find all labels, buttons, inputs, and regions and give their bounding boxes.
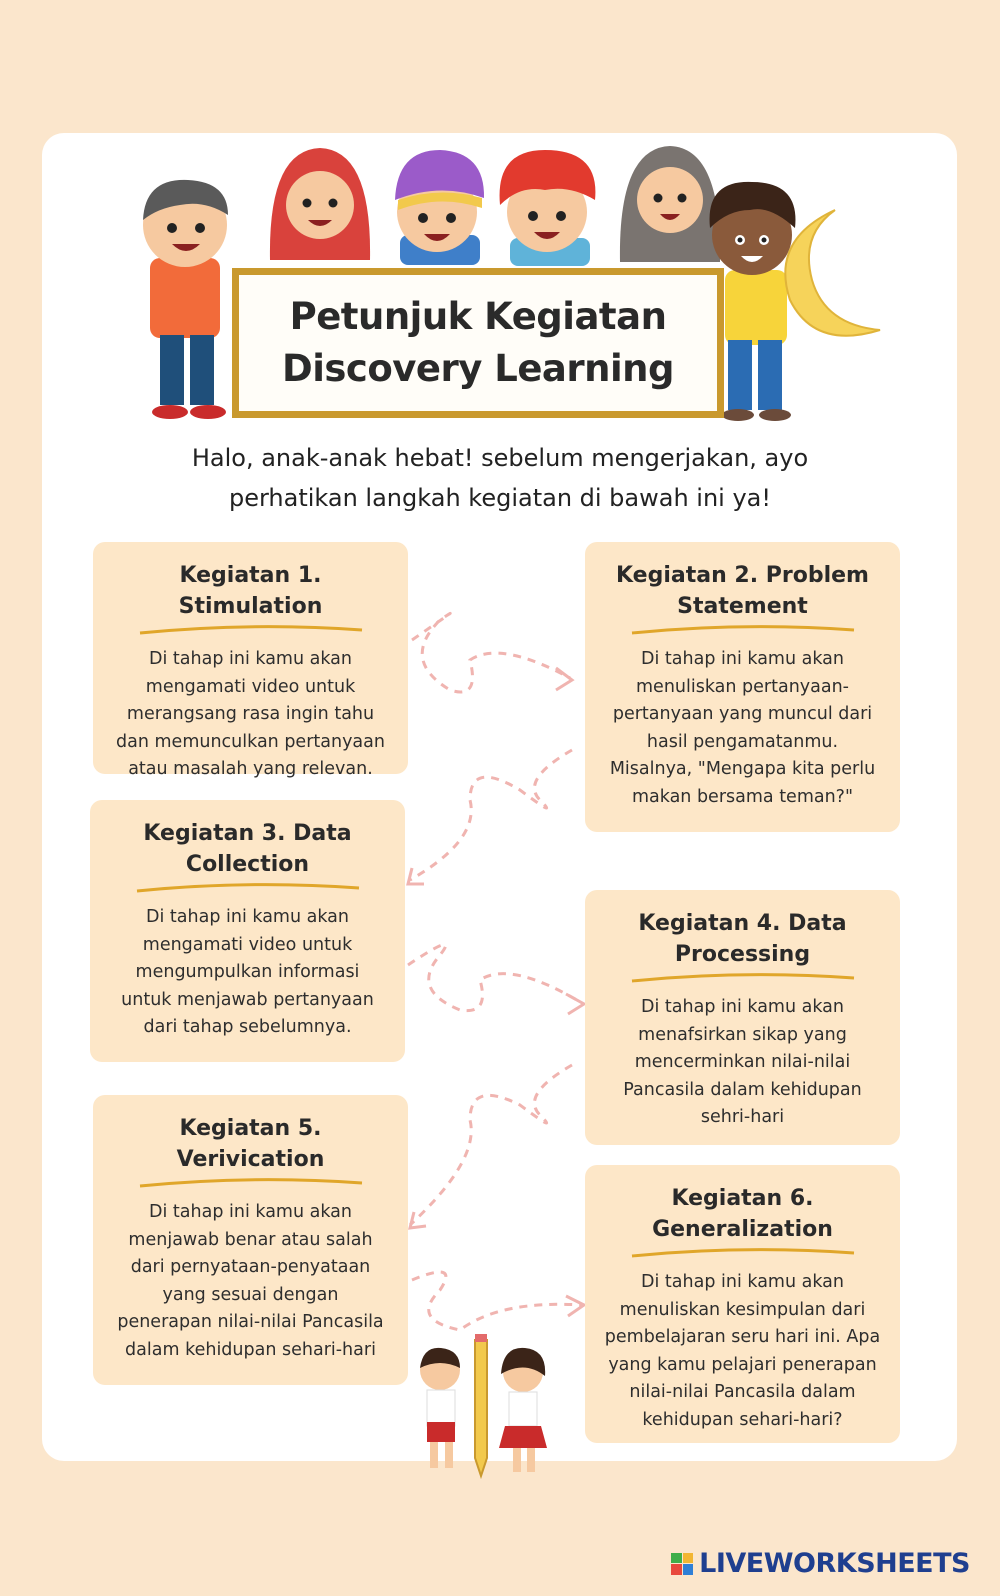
intro-line: Halo, anak-anak hebat! sebelum mengerjakan, ayo bbox=[191, 444, 809, 472]
activity-card-4 bbox=[585, 890, 900, 1145]
crescent-moon-icon bbox=[785, 210, 880, 336]
logo-tile bbox=[683, 1564, 694, 1575]
kid-figure bbox=[500, 150, 596, 266]
activity-title-line: Generalization bbox=[652, 1217, 833, 1242]
activity-description-line: merangsang rasa ingin tahu bbox=[126, 704, 375, 724]
activity-description-line: dalam kehidupan sehari-hari bbox=[125, 1339, 376, 1360]
activity-description-line: pembelajaran seru hari ini. Apa bbox=[604, 1327, 881, 1347]
activity-title bbox=[599, 560, 886, 622]
logo-tile bbox=[671, 1564, 682, 1575]
activity-description-line: mengamati video untuk bbox=[145, 676, 356, 697]
activity-description bbox=[107, 1199, 394, 1364]
activity-description bbox=[104, 904, 391, 1042]
activity-description-line: Di tahap ini kamu akan bbox=[641, 997, 844, 1017]
activity-card-5 bbox=[93, 1095, 408, 1385]
activity-description-line: menafsirkan sikap yang bbox=[638, 1024, 847, 1045]
activity-title-line: Kegiatan 4. Data bbox=[638, 911, 847, 936]
activity-card-1 bbox=[93, 542, 408, 779]
activity-title-line: Kegiatan 1. Stimulation bbox=[178, 563, 323, 619]
activity-description-line: yang sesuai dengan bbox=[162, 1284, 339, 1305]
activity-description-line: menuliskan kesimpulan dari bbox=[619, 1299, 866, 1320]
activity-description bbox=[599, 994, 886, 1132]
activity-description-line: Di tahap ini kamu akan bbox=[146, 907, 349, 927]
kid-figure bbox=[270, 148, 370, 260]
activity-description-line: Di tahap ini kamu akan bbox=[149, 649, 352, 669]
activity-description bbox=[599, 1269, 886, 1434]
activity-description-line: mengumpulkan informasi bbox=[135, 962, 360, 982]
activity-description-line: menjawab benar atau salah bbox=[128, 1229, 373, 1250]
activity-description-line: pertanyaan yang muncul dari bbox=[612, 704, 873, 724]
activity-description-line: untuk menjawab pertanyaan bbox=[121, 989, 374, 1010]
activity-description-line: nilai-nilai Pancasila dalam bbox=[629, 1382, 856, 1402]
title-underline bbox=[628, 1247, 858, 1259]
activity-card-6 bbox=[585, 1165, 900, 1443]
intro-text bbox=[120, 438, 880, 518]
title-underline bbox=[136, 624, 366, 636]
activity-title bbox=[599, 1183, 886, 1245]
activity-description bbox=[599, 646, 886, 811]
activity-title-line: Kegiatan 5. Verivication bbox=[176, 1116, 325, 1172]
intro-line: perhatikan langkah kegiatan di bawah ini ya! bbox=[228, 484, 772, 512]
activity-description-line: mengamati video untuk bbox=[142, 934, 353, 955]
activity-description-line: Di tahap ini kamu akan bbox=[149, 1202, 352, 1222]
title-underline bbox=[133, 882, 363, 894]
title-underline bbox=[628, 624, 858, 636]
activity-title bbox=[599, 908, 886, 970]
activity-title-line: Processing bbox=[674, 942, 811, 967]
activity-description-line: dari tahap sebelumnya. bbox=[143, 1017, 352, 1037]
liveworksheets-logo-icon bbox=[671, 1553, 693, 1575]
activity-title-line: Kegiatan 2. Problem bbox=[616, 563, 869, 588]
activity-title bbox=[104, 818, 391, 880]
activity-description-line: yang kamu pelajari penerapan bbox=[608, 1354, 877, 1375]
logo-tile bbox=[683, 1553, 694, 1564]
activity-title-line: Kegiatan 6. bbox=[671, 1186, 814, 1211]
activity-description-line: menuliskan pertanyaan- bbox=[636, 676, 849, 697]
activity-description-line: dari pernyataan-penyataan bbox=[130, 1257, 371, 1277]
kid-figure bbox=[143, 180, 228, 419]
activity-title-line: Kegiatan 3. Data bbox=[143, 821, 352, 846]
activity-description-line: kehidupan sehari-hari? bbox=[642, 1409, 843, 1430]
activity-description-line: Pancasila dalam kehidupan bbox=[623, 1079, 862, 1100]
activity-description-line: sehri-hari bbox=[700, 1107, 785, 1127]
liveworksheets-brand bbox=[671, 1548, 970, 1579]
page-title-line: Discovery Learning bbox=[282, 347, 674, 390]
activity-title-line: Collection bbox=[185, 852, 310, 877]
activity-description bbox=[107, 646, 394, 784]
page-title-line: Petunjuk Kegiatan bbox=[289, 295, 667, 338]
activity-card-2 bbox=[585, 542, 900, 832]
title-board bbox=[232, 268, 724, 418]
title-underline bbox=[628, 972, 858, 984]
activity-description-line: hasil pengamatanmu. bbox=[646, 731, 839, 752]
activity-description-line: atau masalah yang relevan. bbox=[128, 759, 373, 779]
brand-name: LIVEWORKSHEETS bbox=[699, 1548, 970, 1579]
activity-card-3 bbox=[90, 800, 405, 1062]
pencil-kids-illustration bbox=[405, 1330, 585, 1490]
activity-description-line: dan memunculkan pertanyaan bbox=[116, 731, 385, 752]
activity-description-line: Di tahap ini kamu akan bbox=[641, 649, 844, 669]
activity-description-line: mencerminkan nilai-nilai bbox=[634, 1052, 851, 1072]
title-underline bbox=[136, 1177, 366, 1189]
activity-title-line: Statement bbox=[677, 594, 808, 619]
logo-tile bbox=[671, 1553, 682, 1564]
activity-description-line: makan bersama teman?" bbox=[631, 786, 854, 807]
activity-title bbox=[107, 1113, 394, 1175]
activity-description-line: penerapan nilai-nilai Pancasila bbox=[117, 1312, 384, 1332]
activity-description-line: Misalnya, "Mengapa kita perlu bbox=[609, 759, 876, 779]
activity-title bbox=[107, 560, 394, 622]
activity-description-line: Di tahap ini kamu akan bbox=[641, 1272, 844, 1292]
kid-figure bbox=[395, 150, 484, 265]
kid-figure bbox=[620, 146, 720, 262]
